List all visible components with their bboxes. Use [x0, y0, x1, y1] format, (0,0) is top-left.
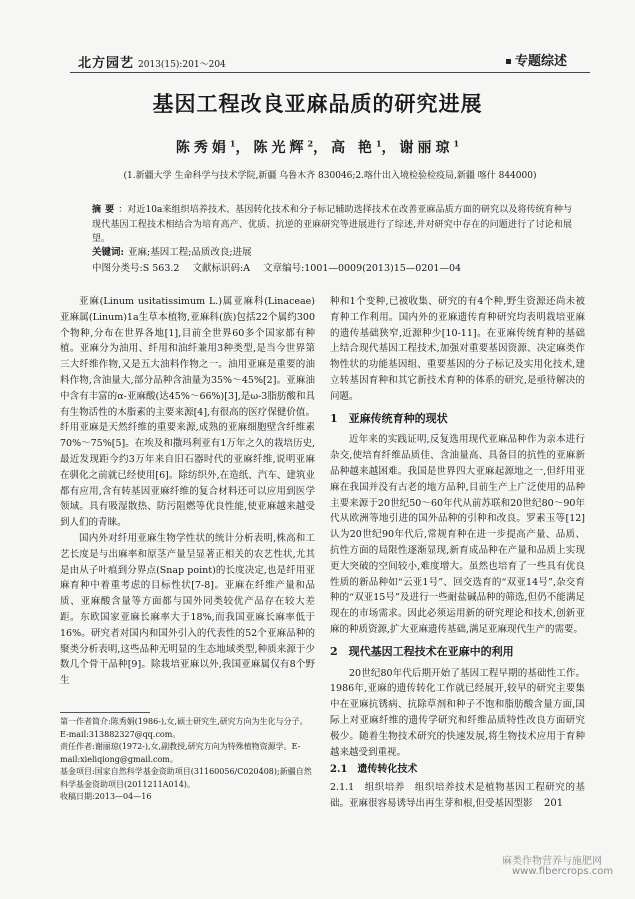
abstract-text: 对近10a来组织培养技术、基因转化技术和分子标记辅助选择技术在改善亚麻品质方面的研究以及将传统育种与现代基因工程技术相结合为培育高产、优质、抗逆的亚麻研究等进展进行了综述,并对研究中存在的问题进行了讨论和展望。 — [92, 205, 572, 244]
paragraph: 20世纪80年代后期开始了基因工程早期的基础性工作。1986年,亚麻的遗传转化工作就已经展开,较早的研究主要集中在亚麻抗锈病、抗除草剂和种子不饱和脂肪酸含量方面,国际上对亚麻纤维的遗传学研究和纤维品质特性改良方面研究极少。随着生物技术研究的快速发展,将生物技术应用于育种越来越受到重视。 — [330, 667, 585, 758]
section-heading: 1 亚麻传统育种的现状 — [330, 411, 448, 425]
author-name: 陈光辉 — [253, 140, 308, 156]
author-name: 陈秀娟 — [175, 140, 230, 156]
footnote-received-date: 收稿日期:2013—04—16 — [60, 792, 152, 801]
footnote-rule — [60, 712, 150, 713]
footnote-corresponding-author: 责任作者:谢丽琼(1972-),女,副教授,研究方向为特殊植物资源学。E-mail:xieliqiong@gmail.com。 — [60, 742, 301, 764]
keywords-text: 亚麻;基因工程;品质改良;进展 — [128, 247, 252, 258]
article-number: 文章编号:1001—0009(2013)15—0201—04 — [263, 263, 462, 274]
journal-name: 北方园艺 — [78, 56, 135, 71]
affiliation: (1.新疆大学 生命科学与技术学院,新疆 乌鲁木齐 830046;2.喀什出入境检验检疫局,新疆 喀什 844000) — [123, 171, 537, 181]
subsection-heading: 2.1 遗传转化技术 — [330, 764, 418, 776]
author-affil-marker: 1 — [453, 138, 460, 149]
paragraph: 国内外对纤用亚麻生物学性状的统计分析表明,株高和工艺长度是与出麻率和原茎产量呈显著正相关的农艺性状,尤其是由从子叶痕到分界点(Snap point)的长度决定,也是纤用亚麻育种中着重考虑的目标性状[7-8]。亚麻在纤维产量和品质、亚麻酸含量等方面都与国外同类较优产品存在较大差距。东欧国家亚麻长麻率大于18%,而我国亚麻长麻率低于16%。研究者对国内和国外引入的代表性的52个亚麻品种的聚类分析表明,这些品种无明显的生态地域类型,种质来源于少数几个骨干品种[9]。除栽培亚麻以外,我国亚麻属仅有8个野生 — [60, 532, 315, 687]
author-separator: ， — [235, 140, 254, 156]
journal-issue: 2013(15):201～204 — [138, 60, 226, 70]
keywords — [92, 246, 572, 260]
header-rule — [70, 72, 590, 73]
abstract: 摘要：对近10a来组织培养技术、基因转化技术和分子标记辅助选择技术在改善亚麻品质方面的研究以及将传统育种与现代基因工程技术相结合为培育高产、优质、抗逆的亚麻研究等进展进行了综述,并对研究中存在的问题进行了讨论和展望。 — [92, 205, 572, 244]
clc-number: 中图分类号:S 563.2 — [92, 263, 180, 274]
paper-title: 基因工程改良亚麻品质的研究进展 — [152, 91, 483, 116]
watermark-url: www.fibercrops.com — [512, 866, 614, 877]
journal-header — [78, 52, 226, 71]
classification-line — [92, 262, 592, 276]
section-label — [506, 50, 567, 69]
author-affil-marker: 1 — [229, 138, 236, 149]
author-separator: ， — [381, 140, 400, 156]
body-column-left — [60, 294, 315, 689]
author-affil-marker: 2 — [307, 138, 314, 149]
body-column-right — [330, 294, 585, 812]
paragraph: 2.1.1 组织培养 组织培养技术是植物基因工程研究的基础。亚麻很容易诱导出再生芽和根,但受基因型影 — [330, 782, 585, 809]
keywords-label: 关键词: — [92, 247, 125, 258]
paragraph: 近年来的实践证明,反复选用现代亚麻品种作为亲本进行杂交,使培育纤维品质佳、含油量高、具备目的抗性的亚麻新品种越来越困难。我国是世界四大亚麻起源地之一,但纤用亚麻在我国并没有古老的地方品种,目前生产上广泛使用的品种主要来源于20世纪50～60年代从前苏联和20世纪80～90年代从欧洲等地引进的国外品种的引种和改良。罗素玉等[12]认为20世纪90年代后,常规育种在进一步提高产量、品质、抗性方面的局限性逐渐显现,新育成品种在产量和品质上实现更大突破的空间较小,难度增大。虽然也培育了一些具有优良性质的新品种如“云亚1号”、回交选育的“双亚14号”,杂交育种的“双亚15号”及进行一些耐盐碱品种的筛选,但仍不能满足现在的市场需求。因此必须运用新的研究理论和技术,创新亚麻的种质资源,扩大亚麻遗传基础,满足亚麻现代生产的需要。 — [330, 434, 585, 635]
author-affil-marker: 1 — [375, 138, 382, 149]
author-list — [0, 137, 635, 157]
abstract-label: 摘要 — [92, 205, 119, 215]
author-separator: ， — [313, 140, 332, 156]
bullet-icon — [506, 59, 511, 64]
author-name: 谢丽琼 — [399, 140, 454, 156]
document-code: 文献标识码:A — [192, 263, 251, 274]
page-number: 201 — [544, 798, 564, 809]
footnote-funding: 基金项目:国家自然科学基金资助项目(31160056/C020408);新疆自然科学基金资助项目(2011211A014)。 — [60, 767, 312, 789]
paragraph: 种和1个变种,已被收集、研究的有4个种,野生资源还尚未被育种工作利用。国内外的亚麻遗传育种研究均表明栽培亚麻的遗传基础狭窄,近源种少[10-11]。在亚麻传统育种的基础上结合现代基因工程技术,加强对重要基因资源、决定麻类作物性状的功能基因组、重要基因的分子标记及实用化技术,建立转基因育种和其它新技术育种的体系的研究,是亟待解决的问题。 — [330, 296, 585, 402]
section-heading: 2 现代基因工程技术在亚麻中的利用 — [330, 644, 514, 658]
author-name: 高 艳 — [331, 140, 376, 156]
watermark-text: 麻类作物营养与施肥网 — [502, 856, 602, 867]
paragraph: 亚麻(Linum usitatissimum L.)属亚麻科(Linaceae)亚麻属(Linum)1a生草本植物,亚麻科(族)包括22个属约300个物种,分布在世界各地[1],目前全世界60多个国家都有种植。亚麻分为油用、纤用和油纤兼用3种类型,是当今世界第三大纤维作物,又是五大油料作物之一。油用亚麻是重要的油料作物,含油量大,部分品种含油量为35%～45%[2]。亚麻油中含有丰富的α-亚麻酸(达45%～66%)[3],是ω-3脂肪酸和具有生物活性的木脂素的主要来源[4],有很高的医疗保健价值。纤用亚麻是天然纤维的重要来源,成熟的亚麻细胞壁含纤维素70%～75%[5]。在埃及和撒玛利亚有1万年之久的栽培历史,最近发现距今约3万年来自旧石器时代的亚麻纤维,说明亚麻在驯化之前就已经使用[6]。除纺织外,在造纸、汽车、建筑业都有应用,含有转基因亚麻纤维的复合材料还可以应用到医学领域。具有吸湿散热、防污阻燃等优良性能,使亚麻越来越受到人们的青睐。 — [60, 296, 315, 529]
section-text: 专题综述 — [514, 54, 567, 69]
footnote-first-author: 第一作者简介:陈秀娟(1986-),女,硕士研究生,研究方向为生化与分子。E-mail:313882327@qq.com。 — [60, 717, 308, 739]
footnotes — [60, 716, 315, 804]
